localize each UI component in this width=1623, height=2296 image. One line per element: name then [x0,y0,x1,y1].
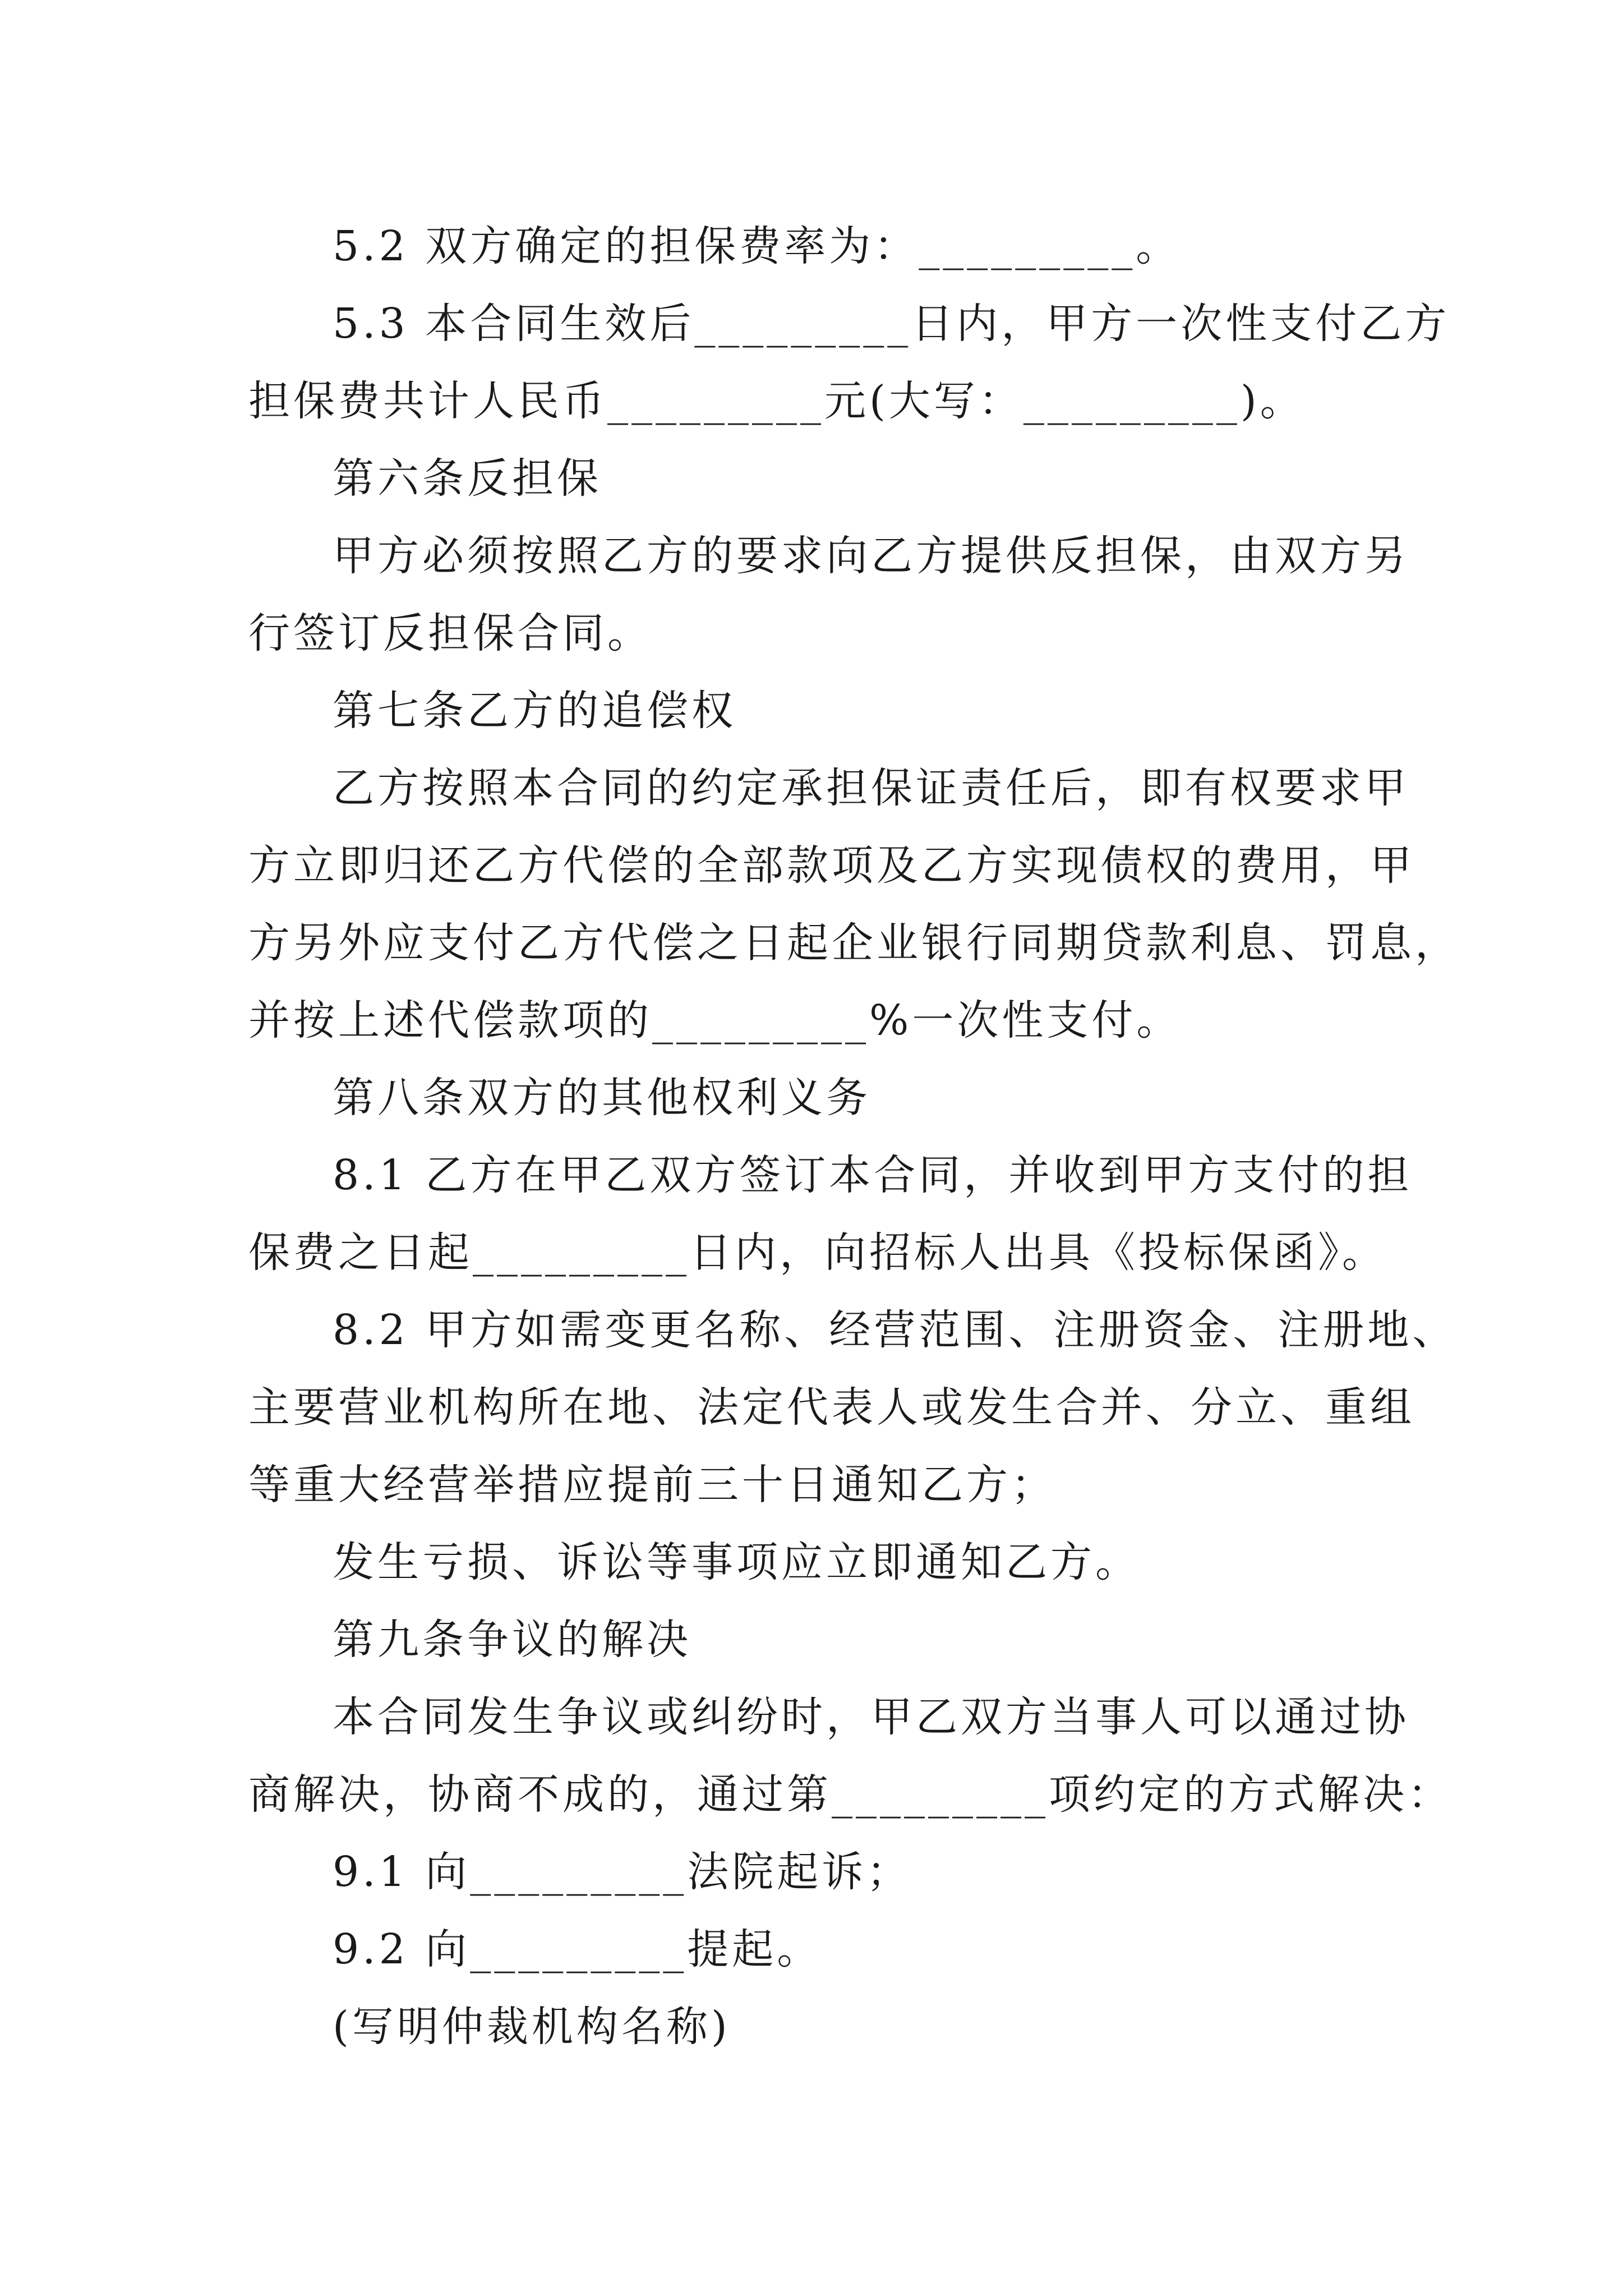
clause-9-1: 9.1 向_________法院起诉； [333,1848,912,1896]
article-9-heading: 第九条争议的解决 [333,1616,691,1664]
clause-8-2-line-4: 发生亏损、诉讼等事项应立即通知乙方。 [333,1538,1140,1586]
arbitration-note: (写明仲裁机构名称) [333,2003,731,2051]
clause-8-1-line-1: 8.1 乙方在甲乙双方签订本合同，并收到甲方支付的担 [333,1151,1413,1199]
article-6-heading: 第六条反担保 [333,454,602,503]
article-7-line-3: 方另外应支付乙方代偿之日起企业银行同期贷款利息、罚息， [248,919,1460,967]
article-7-line-1: 乙方按照本合同的约定承担保证责任后，即有权要求甲 [333,764,1409,812]
article-8-heading: 第八条双方的其他权利义务 [333,1074,871,1122]
clause-5-3-line-2: 担保费共计人民币_________元(大写：_________)。 [248,377,1305,425]
clause-5-2: 5.2 双方确定的担保费率为：_________。 [333,222,1181,270]
article-9-line-2: 商解决，协商不成的，通过第_________项约定的方式解决： [248,1770,1453,1819]
article-7-line-4: 并按上述代偿款项的_________%一次性支付。 [248,996,1182,1045]
contract-text [248,208,1460,2065]
clause-8-1-line-2: 保费之日起_________日内，向招标人出具《投标保函》。 [248,1228,1387,1277]
article-6-line-1: 甲方必须按照乙方的要求向乙方提供反担保，由双方另 [333,532,1409,580]
article-6-line-2: 行签订反担保合同。 [248,609,652,657]
clause-9-2: 9.2 向_________提起。 [333,1925,822,1973]
article-7-heading: 第七条乙方的追偿权 [333,687,736,735]
clause-8-2-line-2: 主要营业机构所在地、法定代表人或发生合并、分立、重组 [248,1383,1415,1432]
clause-8-2-line-3: 等重大经营举措应提前三十日通知乙方； [248,1461,1056,1509]
article-7-line-2: 方立即归还乙方代偿的全部款项及乙方实现债权的费用，甲 [248,841,1415,890]
article-9-line-1: 本合同发生争议或纠纷时，甲乙双方当事人可以通过协 [333,1693,1409,1741]
clause-8-2-line-1: 8.2 甲方如需变更名称、经营范围、注册资金、注册地、 [333,1306,1458,1354]
clause-5-3-line-1: 5.3 本合同生效后_________日内，甲方一次性支付乙方 [333,300,1450,348]
